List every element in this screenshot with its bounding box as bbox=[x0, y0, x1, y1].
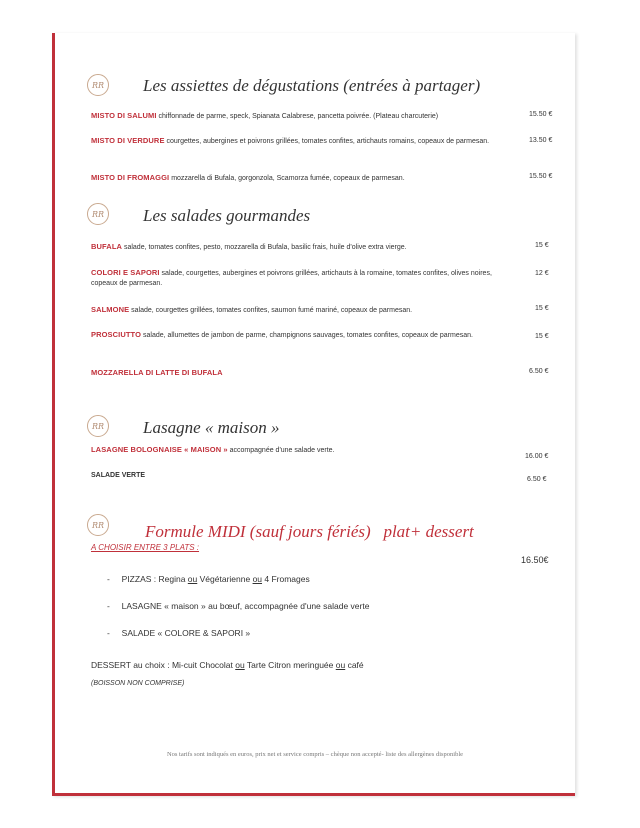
item-name: MISTO DI FROMAGGI bbox=[91, 173, 170, 182]
menu-item bbox=[91, 242, 511, 253]
formule-boisson: (BOISSON NON COMPRISE) bbox=[91, 680, 185, 687]
dessert-text: Tarte Citron meringuée bbox=[244, 660, 336, 670]
item-name: MOZZARELLA DI LATTE DI BUFALA bbox=[91, 368, 223, 377]
section-title-formule bbox=[145, 522, 474, 542]
item-price: 15 € bbox=[535, 305, 549, 312]
item-price: 13.50 € bbox=[529, 137, 553, 144]
option-dash: - bbox=[107, 601, 110, 611]
formule-option bbox=[107, 601, 369, 611]
logo-text: RR bbox=[91, 209, 105, 219]
menu-page bbox=[52, 33, 575, 796]
dessert-ou: ou bbox=[235, 660, 245, 670]
option-ou: ou bbox=[187, 574, 198, 584]
menu-item bbox=[91, 445, 511, 456]
menu-item bbox=[91, 305, 511, 316]
menu-item bbox=[91, 136, 506, 147]
item-price: 15 € bbox=[535, 242, 549, 249]
formule-dessert bbox=[91, 660, 364, 670]
item-price: 12 € bbox=[535, 270, 549, 277]
menu-item bbox=[91, 173, 511, 184]
restaurant-logo bbox=[87, 514, 109, 536]
menu-item bbox=[91, 368, 511, 379]
item-name: SALMONE bbox=[91, 305, 130, 314]
option-ou: ou bbox=[252, 574, 263, 584]
section-title-salades: Les salades gourmandes bbox=[143, 206, 311, 225]
item-desc: salade, courgettes, aubergines et poivrons grillées, artichauts à la romaine, tomates confites, olives noires, copeaux de parmesan. bbox=[91, 270, 492, 287]
dessert-text: DESSERT au choix : Mi-cuit Chocolat bbox=[91, 660, 236, 670]
menu-item bbox=[91, 268, 503, 288]
item-name: LASAGNE BOLOGNAISE « MAISON » bbox=[91, 445, 228, 454]
logo-text: RR bbox=[91, 520, 105, 530]
option-text: LASAGNE « maison » au bœuf, accompagnée d'une salade verte bbox=[121, 601, 370, 611]
restaurant-logo bbox=[87, 203, 109, 225]
formule-title-sub: plat+ dessert bbox=[383, 522, 474, 541]
item-price: 15 € bbox=[535, 333, 549, 340]
section-title-lasagne: Lasagne « maison » bbox=[143, 418, 280, 437]
dessert-ou: ou bbox=[335, 660, 346, 670]
section-title-assiettes: Les assiettes de dégustations (entrées à partager) bbox=[143, 76, 481, 95]
option-text: Végétarienne bbox=[197, 574, 253, 584]
item-name: MISTO DI SALUMI bbox=[91, 111, 157, 120]
item-desc: salade, allumettes de jambon de parme, champignons sauvages, tomates confites, copeaux de parmesan. bbox=[143, 332, 473, 339]
restaurant-logo bbox=[87, 415, 109, 437]
option-text: PIZZAS : Regina bbox=[121, 574, 188, 584]
dessert-text: café bbox=[345, 660, 364, 670]
item-price: 15.50 € bbox=[529, 111, 553, 118]
item-desc: mozzarella di Bufala, gorgonzola, Scamorza fumée, copeaux de parmesan. bbox=[171, 175, 405, 182]
item-name: COLORI E SAPORI bbox=[91, 268, 160, 277]
menu-item bbox=[91, 111, 511, 122]
item-name: PROSCIUTTO bbox=[91, 330, 142, 339]
formule-option bbox=[107, 628, 250, 638]
item-desc: salade, tomates confites, pesto, mozzarella di Bufala, basilic frais, huile d'olive extra vierge. bbox=[123, 244, 407, 251]
option-dash: - bbox=[107, 574, 110, 584]
formule-option bbox=[107, 574, 310, 584]
option-text: SALADE « COLORE & SAPORI » bbox=[121, 628, 251, 638]
item-desc: chiffonnade de parme, speck, Spianata Calabrese, pancetta poivrée. (Plateau charcuterie) bbox=[158, 113, 439, 120]
footer-note: Nos tarifs sont indiqués en euros, prix net et service compris – chèque non accepté- liste des allergènes disponible bbox=[166, 751, 464, 758]
item-price: 16.00 € bbox=[525, 453, 549, 460]
item-price: 6.50 € bbox=[529, 368, 549, 375]
item-name: BUFALA bbox=[91, 242, 123, 251]
formule-price: 16.50€ bbox=[521, 555, 549, 565]
item-price: 6.50 € bbox=[527, 476, 547, 483]
item-price: 15.50 € bbox=[529, 173, 553, 180]
menu-item bbox=[91, 330, 503, 341]
item-desc: courgettes, aubergines et poivrons grillées, tomates confites, artichauts romains, copeaux de parmesan. bbox=[166, 138, 490, 145]
item-desc: salade, courgettes grillées, tomates confites, saumon fumé mariné, copeaux de parmesan. bbox=[131, 307, 413, 314]
formule-title-main: Formule MIDI (sauf jours fériés) bbox=[145, 522, 371, 541]
logo-text: RR bbox=[91, 421, 105, 431]
logo-text: RR bbox=[91, 80, 105, 90]
option-text: 4 Fromages bbox=[262, 574, 310, 584]
item-name: MISTO DI VERDURE bbox=[91, 136, 165, 145]
item-desc: accompagnée d'une salade verte. bbox=[229, 447, 335, 454]
formule-choose-label: A CHOISIR ENTRE 3 PLATS : bbox=[91, 543, 200, 552]
option-dash: - bbox=[107, 628, 110, 638]
restaurant-logo bbox=[87, 74, 109, 96]
item-name: SALADE VERTE bbox=[91, 472, 146, 479]
